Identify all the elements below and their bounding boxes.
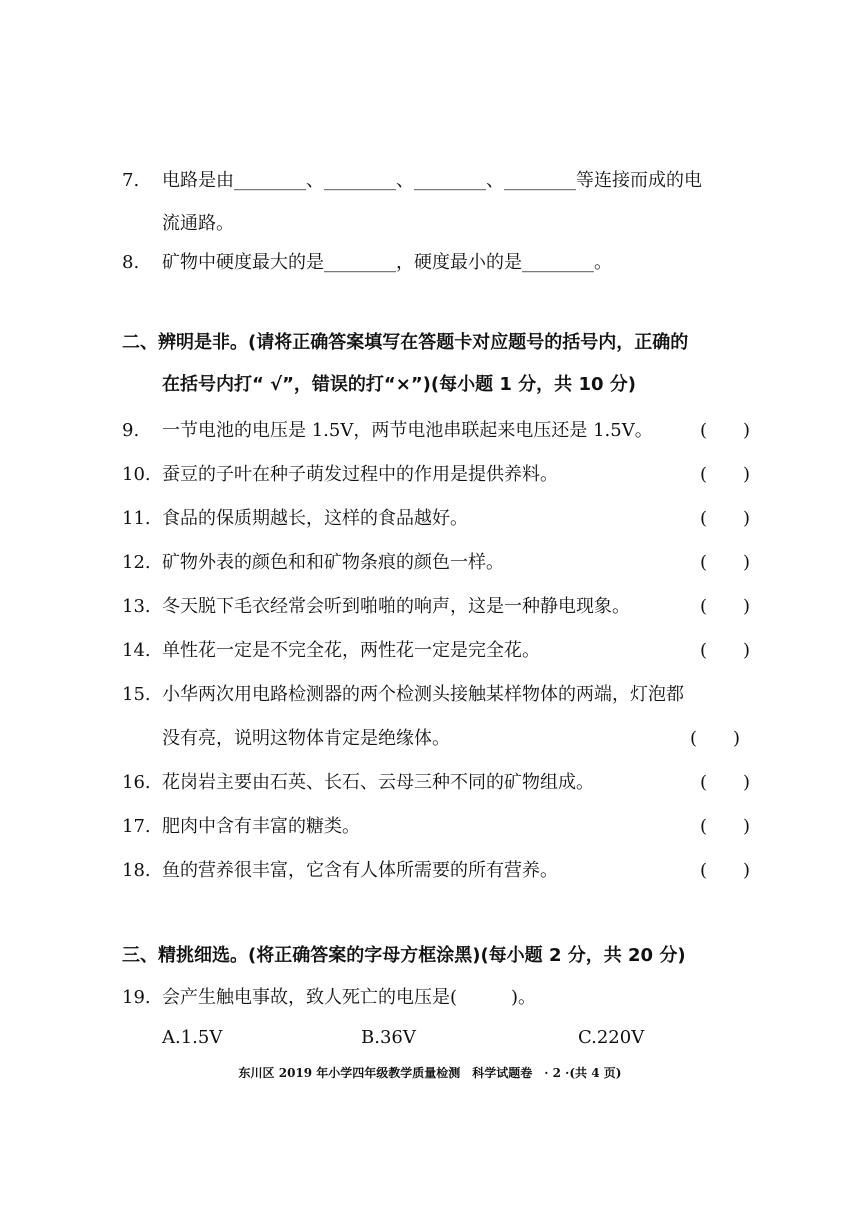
question-number: 18. xyxy=(122,860,151,881)
question-number: 16. xyxy=(122,772,151,793)
answer-parentheses[interactable]: ( ) xyxy=(699,596,750,617)
option-a[interactable]: A.1.5V xyxy=(162,1027,223,1048)
question-text: 花岗岩主要由石英、长石、云母三种不同的矿物组成。 xyxy=(162,772,594,793)
question-text: 鱼的营养很丰富，它含有人体所需要的所有营养。 xyxy=(162,860,558,881)
question-text: 矿物中硬度最大的是________，硬度最小的是________。 xyxy=(162,252,612,273)
answer-parentheses[interactable]: ( ) xyxy=(689,728,740,749)
question-number: 17. xyxy=(122,816,151,837)
question-text: 食品的保质期越长，这样的食品越好。 xyxy=(162,508,468,529)
option-b[interactable]: B.36V xyxy=(361,1027,416,1048)
answer-parentheses[interactable]: ( ) xyxy=(699,464,750,485)
section-2-instructions: 在括号内打“ √”，错误的打“×”)(每小题 1 分，共 10 分) xyxy=(162,374,636,395)
answer-parentheses[interactable]: ( ) xyxy=(699,640,750,661)
answer-parentheses[interactable]: ( ) xyxy=(699,860,750,881)
question-text: 冬天脱下毛衣经常会听到啪啪的响声，这是一种静电现象。 xyxy=(162,596,630,617)
question-text: 肥肉中含有丰富的糖类。 xyxy=(162,816,360,837)
question-number: 14. xyxy=(122,640,151,661)
answer-parentheses[interactable]: ( ) xyxy=(699,772,750,793)
page-footer: 东川区 2019 年小学四年级教学质量检测 科学试题卷 · 2 ·(共 4 页) xyxy=(238,1066,622,1080)
question-number: 13. xyxy=(122,596,151,617)
section-3-title: 三、精挑细选。(将正确答案的字母方框涂黑)(每小题 2 分，共 20 分) xyxy=(122,945,686,966)
option-c[interactable]: C.220V xyxy=(578,1027,645,1048)
question-text: 蚕豆的子叶在种子萌发过程中的作用是提供养料。 xyxy=(162,464,558,485)
answer-parentheses[interactable]: ( ) xyxy=(699,816,750,837)
question-number: 9. xyxy=(122,420,140,441)
question-number: 19. xyxy=(122,987,151,1008)
question-number: 11. xyxy=(122,508,151,529)
question-text: 一节电池的电压是 1.5V，两节电池串联起来电压还是 1.5V。 xyxy=(162,420,653,441)
question-text: 小华两次用电路检测器的两个检测头接触某样物体的两端，灯泡都 xyxy=(162,684,684,705)
question-number: 12. xyxy=(122,552,151,573)
question-text: 没有亮，说明这物体肯定是绝缘体。 xyxy=(162,728,450,749)
question-number: 15. xyxy=(122,684,151,705)
section-2-title: 二、辨明是非。(请将正确答案填写在答题卡对应题号的括号内，正确的 xyxy=(122,332,689,353)
answer-parentheses[interactable]: ( ) xyxy=(699,420,750,441)
answer-parentheses[interactable]: ( ) xyxy=(699,552,750,573)
question-text: 电路是由________、________、________、________等连接而成的电 xyxy=(162,170,702,191)
question-7-continuation: 流通路。 xyxy=(162,213,234,234)
question-text: 单性花一定是不完全花，两性花一定是完全花。 xyxy=(162,640,540,661)
question-number: 10. xyxy=(122,464,151,485)
answer-parentheses[interactable]: ( ) xyxy=(699,508,750,529)
question-text: 会产生触电事故，致人死亡的电压是( )。 xyxy=(162,987,537,1008)
question-number: 8. xyxy=(122,252,140,273)
question-number: 7. xyxy=(122,170,140,191)
question-text: 矿物外表的颜色和和矿物条痕的颜色一样。 xyxy=(162,552,504,573)
